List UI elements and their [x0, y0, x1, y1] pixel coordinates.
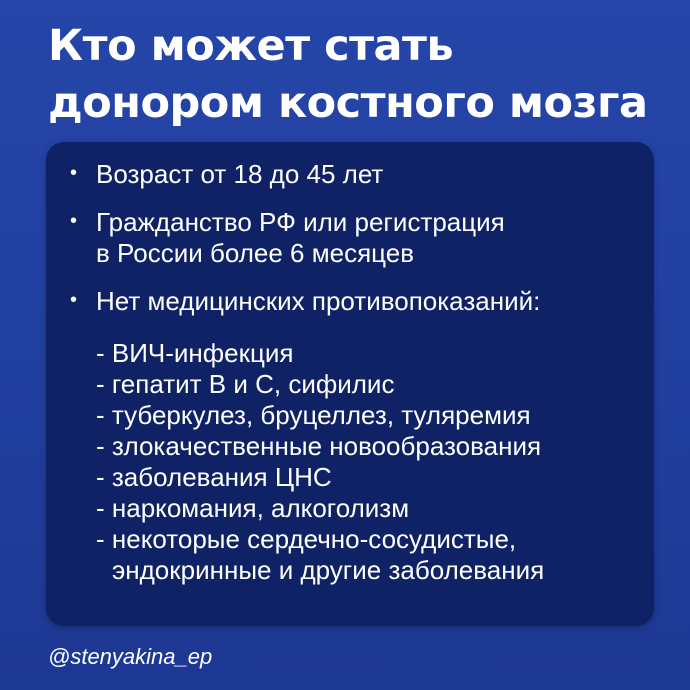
contraindications-list — [96, 338, 544, 586]
list-item: - наркомания, алкоголизм — [96, 493, 410, 523]
bullet-marker: • — [70, 289, 78, 311]
bullet-text: Возраст от 18 до 45 лет — [96, 159, 384, 189]
list-item — [96, 524, 544, 586]
list-item: - злокачественные новообразования — [96, 431, 542, 461]
title-line-1: Кто может стать — [48, 21, 454, 71]
requirements-card — [46, 142, 654, 626]
page-title — [48, 18, 668, 132]
list-item-text-continued: эндокринные и другие заболевания — [112, 555, 545, 585]
list-item: - гепатит В и С, сифилис — [96, 369, 395, 399]
bullet-text-continued: в России более 6 месяцев — [96, 238, 415, 268]
list-item-text: - некоторые сердечно-сосудистые, — [96, 524, 517, 554]
list-item: - заболевания ЦНС — [96, 462, 332, 492]
list-item: - ВИЧ-инфекция — [96, 338, 294, 368]
list-item: - туберкулез, бруцеллез, туляремия — [96, 400, 531, 430]
author-handle: @stenyakina_ep — [48, 644, 213, 669]
title-line-2: донором костного мозга — [48, 78, 648, 128]
bullet-text: Нет медицинских противопоказаний: — [96, 286, 541, 316]
bullet-marker: • — [70, 210, 78, 232]
bullet-text: Гражданство РФ или регистрация — [96, 207, 505, 237]
bullet-marker: • — [70, 162, 78, 184]
